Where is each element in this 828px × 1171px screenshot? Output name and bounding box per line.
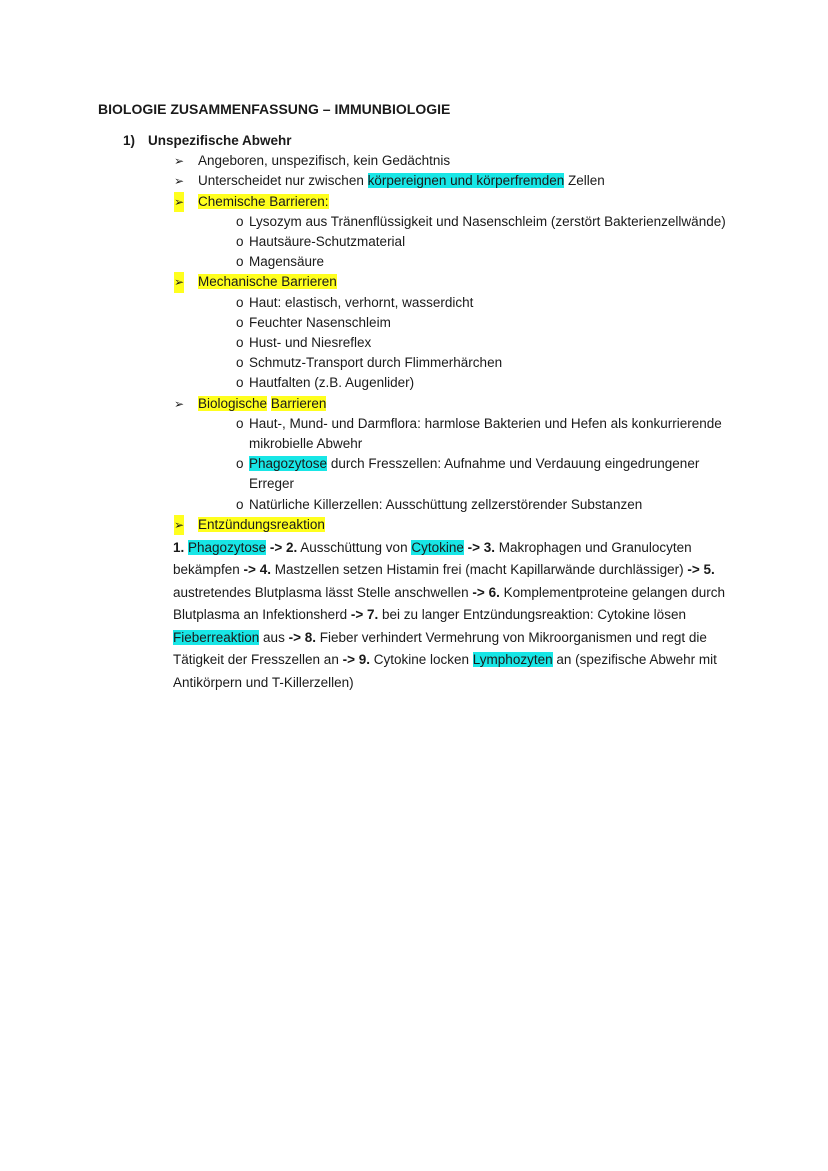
- circle-bullet-icon: o: [236, 456, 244, 472]
- sub-item: o Natürliche Killerzellen: Ausschüttung zellzerstörender Substanzen: [98, 495, 738, 515]
- sub-item: o Haut: elastisch, verhornt, wasserdicht: [98, 293, 738, 313]
- circle-bullet-icon: o: [236, 415, 244, 431]
- sub-item: o Magensäure: [98, 252, 738, 272]
- arrow-bullet-icon: ➢: [174, 192, 184, 212]
- bullet-self-nonself: ➢ Unterscheidet nur zwischen körpereignen und körperfremden Zellen: [98, 171, 738, 191]
- highlight-cyan: Lymphozyten: [472, 652, 553, 668]
- bullet-mechanical-barriers: [98, 272, 738, 292]
- sub-item: o Schmutz-Transport durch Flimmerhärchen: [98, 353, 738, 373]
- circle-bullet-icon: o: [236, 234, 244, 250]
- highlight-yellow: Biologische: [198, 395, 268, 411]
- bullet-innate: ➢ Angeboren, unspezifisch, kein Gedächtnis: [98, 151, 738, 171]
- bullet-biological-barriers: [98, 394, 738, 414]
- highlight-yellow: Barrieren: [270, 395, 327, 411]
- section-heading: [98, 131, 738, 151]
- sub-item: o Phagozytose durch Fresszellen: Aufnahme und Verdauung eingedrungener Erreger: [236, 456, 700, 492]
- circle-bullet-icon: o: [236, 375, 244, 391]
- circle-bullet-icon: o: [236, 314, 244, 330]
- document-page: [98, 99, 738, 694]
- sub-item: o Haut-, Mund- und Darmflora: harmlose Bakterien und Hefen als konkurrierende mikrobielle Abwehr: [236, 415, 722, 452]
- highlight-yellow: Mechanische Barrieren: [198, 274, 337, 290]
- circle-bullet-icon: o: [236, 213, 244, 229]
- arrow-bullet-icon: ➢: [174, 396, 185, 411]
- sub-item: o Feuchter Nasenschleim: [98, 313, 738, 333]
- highlight-yellow: Chemische Barrieren:: [198, 193, 329, 209]
- sub-item: o Hautfalten (z.B. Augenlider): [98, 373, 738, 393]
- circle-bullet-icon: o: [236, 294, 244, 310]
- document-title: BIOLOGIE ZUSAMMENFASSUNG – IMMUNBIOLOGIE: [98, 101, 451, 117]
- arrow-bullet-icon: ➢: [174, 515, 184, 535]
- section-number: 1): [123, 133, 136, 148]
- highlight-cyan: Cytokine: [411, 540, 464, 556]
- highlight-cyan: körpereignen und körperfremden: [367, 173, 565, 189]
- circle-bullet-icon: o: [236, 496, 244, 512]
- highlight-yellow: Entzündungsreaktion: [198, 516, 325, 532]
- sub-item: o Hautsäure-Schutzmaterial: [98, 232, 738, 252]
- circle-bullet-icon: o: [236, 254, 244, 270]
- arrow-bullet-icon: ➢: [174, 154, 185, 169]
- sub-item: o Lysozym aus Tränenflüssigkeit und Nasenschleim (zerstört Bakterienzellwände): [98, 212, 738, 232]
- circle-bullet-icon: o: [236, 335, 244, 351]
- sub-item: o Hust- und Niesreflex: [98, 333, 738, 353]
- highlight-cyan: Fieberreaktion: [173, 629, 260, 645]
- inflammation-steps-paragraph: 1. Phagozytose -> 2. Ausschüttung von Cytokine -> 3. Makrophagen und Granulocyten bekämpfen -> 4. Mastzellen setzen Histamin frei (macht Kapillarwände durchlässiger) -> 5. austretendes Blutplasma lässt Stelle anschwellen -> 6. Komplementproteine gelangen durch Blutplasma an Infektionsherd -> 7. bei zu langer Entzündungsreaktion: Cytokine lösen Fieberreaktion aus -> 8. Fieber verhindert Vermehrung von Mikroorganismen und regt die Tätigkeit der Fresszellen an -> 9. Cytokine locken Lymphozyten an (spezifische Abwehr mit Antikörpern und T-Killerzellen): [173, 540, 725, 690]
- bullet-chemical-barriers: [98, 192, 738, 212]
- section-label: Unspezifische Abwehr: [148, 133, 292, 148]
- bullet-inflammation: [98, 515, 738, 535]
- highlight-cyan: Phagozytose: [249, 456, 328, 472]
- arrow-bullet-icon: ➢: [174, 174, 185, 189]
- circle-bullet-icon: o: [236, 355, 244, 371]
- highlight-cyan: Phagozytose: [188, 540, 267, 556]
- arrow-bullet-icon: ➢: [174, 272, 184, 292]
